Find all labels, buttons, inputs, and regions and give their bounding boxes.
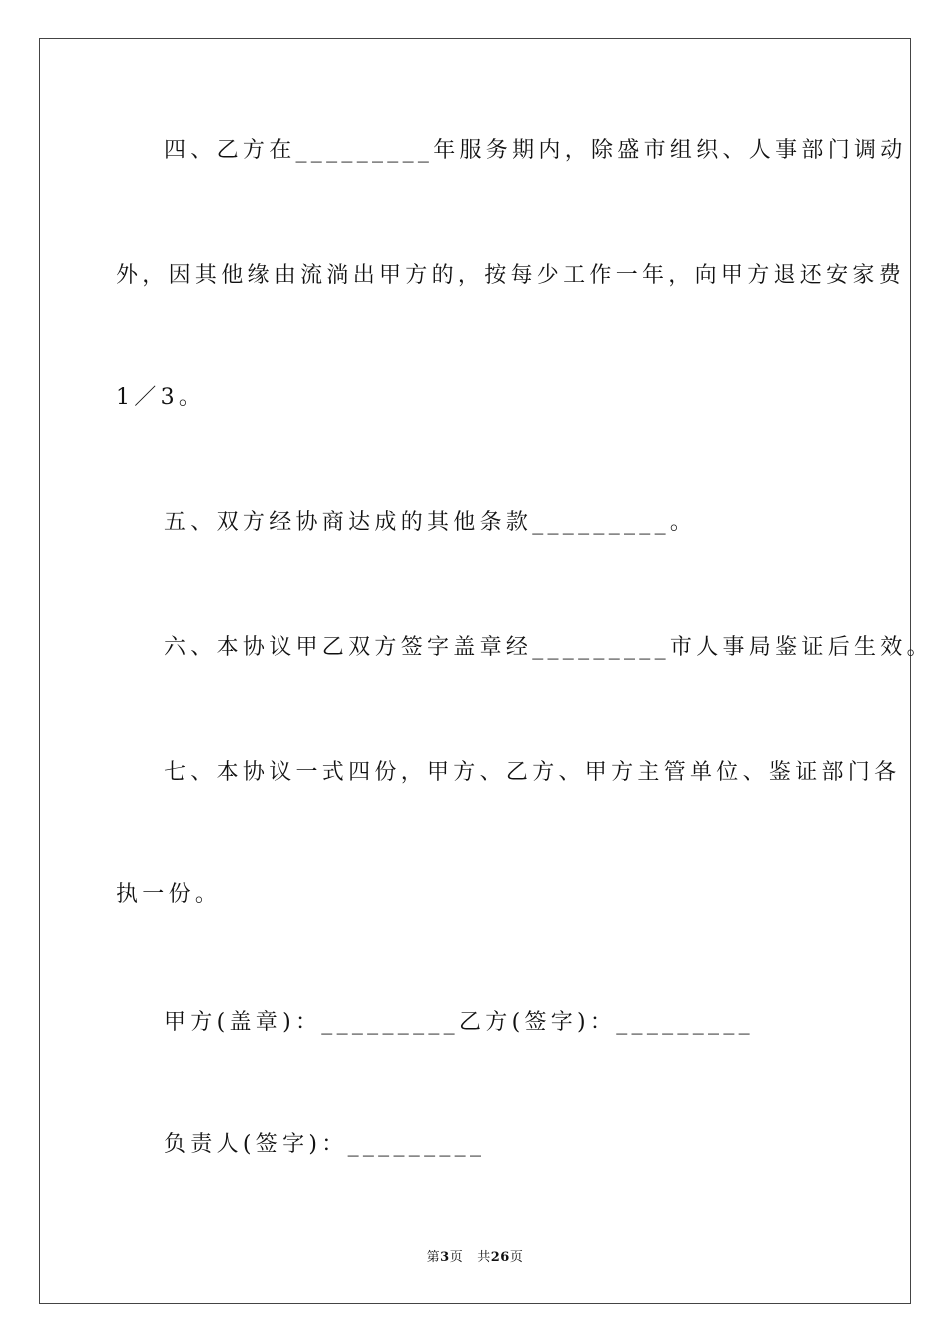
page-frame bbox=[39, 38, 911, 1304]
clause-seven-line-1: 七、本协议一式四份，甲方、乙方、甲方主管单位、鉴证部门各 bbox=[164, 760, 901, 785]
clause-four-line-2: 外，因其他缘由流淌出甲方的，按每少工作一年，向甲方退还安家费 bbox=[116, 263, 906, 288]
clause-four-line-1: 四、乙方在_________年服务期内，除盛市组织、人事部门调动 bbox=[164, 138, 907, 163]
page-prefix: 第 bbox=[426, 1250, 441, 1265]
page-number: 3 bbox=[440, 1250, 450, 1265]
clause-five: 五、双方经协商达成的其他条款_________。 bbox=[164, 510, 697, 535]
signature-party-line: 甲方(盖章)：_________乙方(签字)：_________ bbox=[164, 1010, 754, 1035]
page-footer bbox=[0, 1246, 950, 1265]
total-pages: 26 bbox=[490, 1250, 510, 1265]
page-suffix: 页 bbox=[449, 1250, 464, 1265]
total-suffix: 页 bbox=[509, 1250, 524, 1265]
clause-six: 六、本协议甲乙双方签字盖章经_________市人事局鉴证后生效。 bbox=[164, 635, 933, 660]
clause-seven-line-2: 执一份。 bbox=[116, 882, 222, 907]
clause-four-line-3: 1／3。 bbox=[116, 385, 206, 410]
responsible-person-line: 负责人(签字)：_________ bbox=[164, 1132, 486, 1157]
total-prefix: 共 bbox=[477, 1250, 491, 1265]
